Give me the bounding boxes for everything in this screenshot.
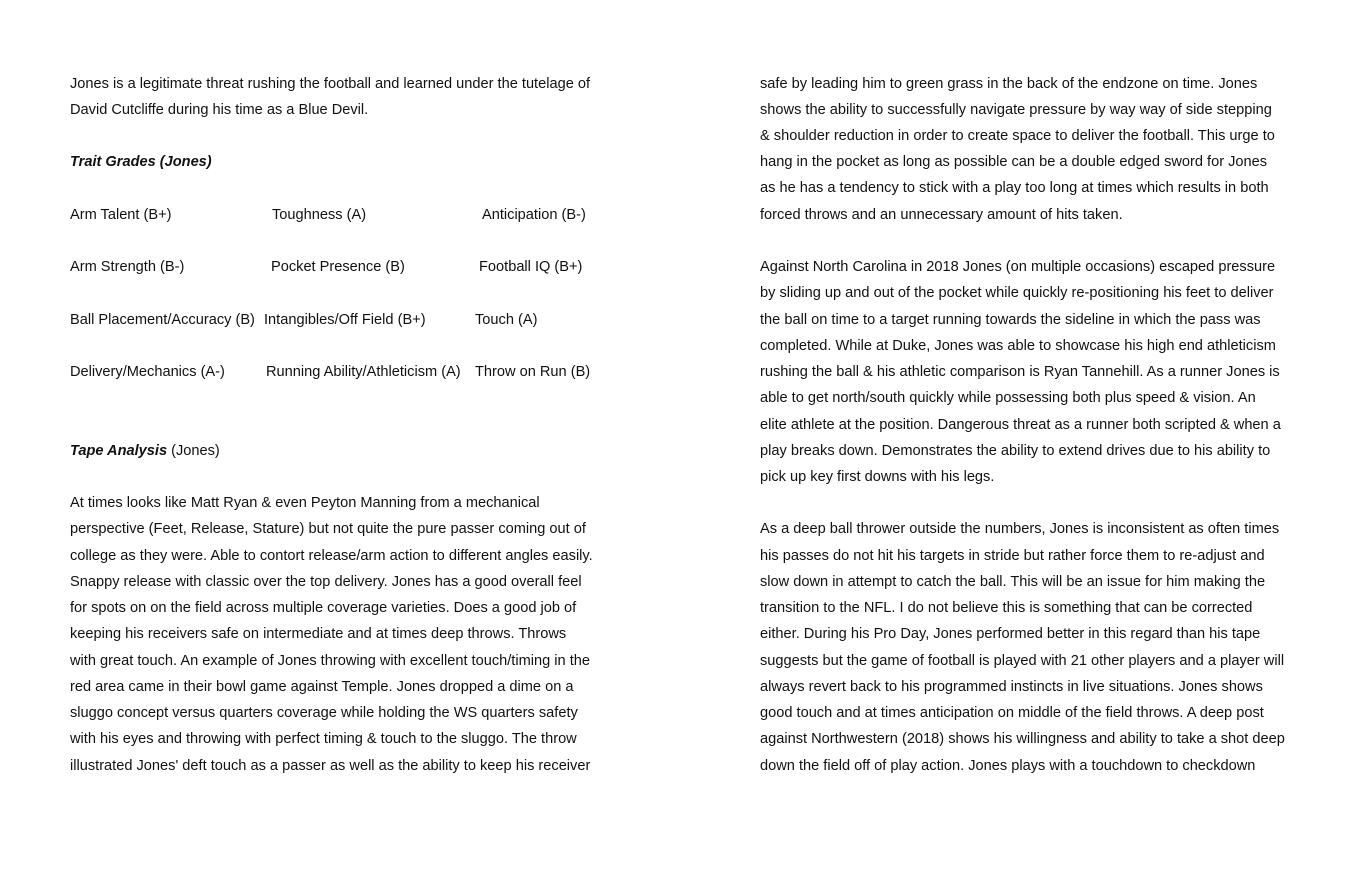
para1-line: & shoulder reduction in order to create space to deliver the football. This urge to xyxy=(760,128,1275,144)
trait-grade-arm-talent: Arm Talent (B+) xyxy=(70,207,172,223)
trait-grades-heading: Trait Grades (Jones) xyxy=(70,154,212,170)
tape-line: with great touch. An example of Jones throwing with excellent touch/timing in the xyxy=(70,653,590,669)
intro-line-1: Jones is a legitimate threat rushing the football and learned under the tutelage of xyxy=(70,76,591,92)
trait-grade-pocket-presence: Pocket Presence (B) xyxy=(271,259,405,275)
trait-grade-throw-on-run: Throw on Run (B) xyxy=(475,364,591,380)
tape-line: Snappy release with classic over the top delivery. Jones has a good overall feel xyxy=(70,574,582,590)
para1-line: shows the ability to successfully navigate pressure by way way of side stepping xyxy=(760,102,1272,118)
tape-line: with his eyes and throwing with perfect timing & touch to the sluggo. The throw xyxy=(70,731,577,747)
trait-grade-toughness: Toughness (A) xyxy=(272,207,367,223)
trait-grade-ball-placement: Ball Placement/Accuracy (B) xyxy=(70,312,255,328)
para2-line: play breaks down. Demonstrates the ability to extend drives due to his ability to xyxy=(760,443,1271,459)
tape-line: At times looks like Matt Ryan & even Peyton Manning from a mechanical xyxy=(70,495,540,511)
trait-grade-running-ability: Running Ability/Athleticism (A) xyxy=(266,364,461,380)
para2-line: the ball on time to a target running towards the sideline in which the pass was xyxy=(760,312,1261,328)
para2-line: able to get north/south quickly while possessing both plus speed & vision. An xyxy=(760,390,1256,406)
para2-line: rushing the ball & his athletic comparison is Ryan Tannehill. As a runner Jones is xyxy=(760,364,1280,380)
trait-grade-touch: Touch (A) xyxy=(475,312,538,328)
para2-line: elite athlete at the position. Dangerous threat as a runner both scripted & when a xyxy=(760,417,1281,433)
tape-analysis-heading-bold: Tape Analysis xyxy=(70,443,168,459)
left-page xyxy=(70,0,630,878)
para3-line: transition to the NFL. I do not believe this is something that can be corrected xyxy=(760,600,1253,616)
tape-line: perspective (Feet, Release, Stature) but not quite the pure passer coming out of xyxy=(70,521,586,537)
para3-line: As a deep ball thrower outside the numbers, Jones is inconsistent as often times xyxy=(760,521,1280,537)
tape-line: red area came in their bowl game against Temple. Jones dropped a dime on a xyxy=(70,679,574,695)
para3-line: down the field off of play action. Jones plays with a touchdown to checkdown xyxy=(760,758,1256,774)
tape-line: illustrated Jones' deft touch as a passer as well as the ability to keep his receiver xyxy=(70,758,591,774)
para3-line: slow down in attempt to catch the ball. This will be an issue for him making the xyxy=(760,574,1266,590)
tape-line: keeping his receivers safe on intermediate and at times deep throws. Throws xyxy=(70,626,567,642)
trait-grade-football-iq: Football IQ (B+) xyxy=(479,259,583,275)
right-page xyxy=(760,0,1320,878)
trait-grade-delivery-mechanics: Delivery/Mechanics (A-) xyxy=(70,364,225,380)
para1-line: as he has a tendency to stick with a play too long at times which results in both xyxy=(760,180,1269,196)
tape-analysis-heading-rest: (Jones) xyxy=(167,443,220,459)
para1-line: hang in the pocket as long as possible can be a double edged sword for Jones xyxy=(760,154,1268,170)
para3-line: always revert back to his programmed instincts in live situations. Jones shows xyxy=(760,679,1263,695)
para3-line: good touch and at times anticipation on middle of the field throws. A deep post xyxy=(760,705,1264,721)
para3-line: either. During his Pro Day, Jones performed better in this regard than his tape xyxy=(760,626,1261,642)
para2-line: completed. While at Duke, Jones was able to showcase his high end athleticism xyxy=(760,338,1276,354)
para1-line: safe by leading him to green grass in the back of the endzone on time. Jones xyxy=(760,76,1258,92)
trait-grade-intangibles: Intangibles/Off Field (B+) xyxy=(264,312,426,328)
para3-line: suggests but the game of football is played with 21 other players and a player will xyxy=(760,653,1285,669)
tape-line: college as they were. Able to contort release/arm action to different angles easily. xyxy=(70,548,593,564)
para1-line: forced throws and an unnecessary amount of hits taken. xyxy=(760,207,1123,223)
para3-line: against Northwestern (2018) shows his willingness and ability to take a shot deep xyxy=(760,731,1285,747)
intro-line-2: David Cutcliffe during his time as a Blue Devil. xyxy=(70,102,369,118)
tape-line: sluggo concept versus quarters coverage while holding the WS quarters safety xyxy=(70,705,578,721)
tape-analysis-heading xyxy=(70,442,220,460)
tape-line: for spots on on the field across multiple coverage varieties. Does a good job of xyxy=(70,600,577,616)
trait-grade-anticipation: Anticipation (B-) xyxy=(482,207,586,223)
trait-grade-arm-strength: Arm Strength (B-) xyxy=(70,259,185,275)
para2-line: Against North Carolina in 2018 Jones (on multiple occasions) escaped pressure xyxy=(760,259,1276,275)
para2-line: by sliding up and out of the pocket while quickly re-positioning his feet to deliver xyxy=(760,285,1274,301)
para3-line: his passes do not hit his targets in stride but rather force them to re-adjust and xyxy=(760,548,1265,564)
para2-line: pick up key first downs with his legs. xyxy=(760,469,995,485)
